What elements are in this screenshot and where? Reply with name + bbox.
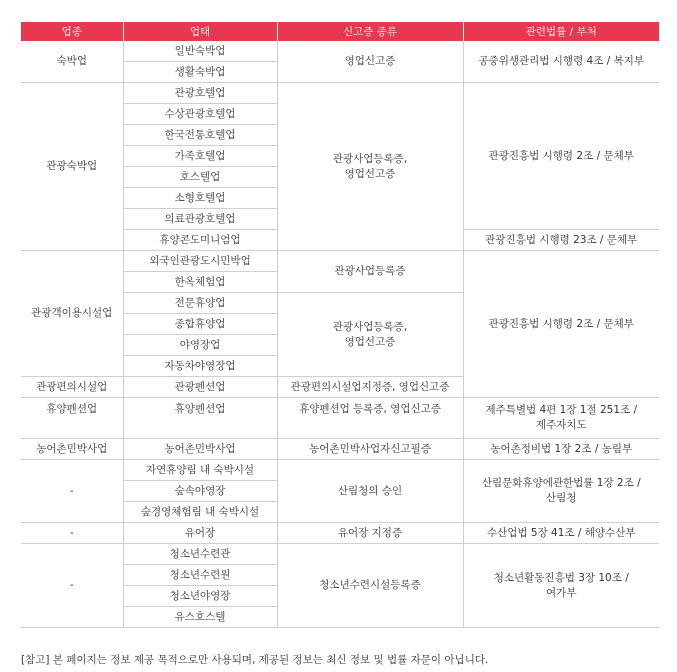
table-row <box>21 83 659 104</box>
cell-industry: - <box>21 523 123 544</box>
cell-law: 제주특별법 4편 1장 1절 251조 / 제주자치도 <box>463 398 659 439</box>
cell-business-type: 외국인관광도시민박업 <box>123 251 277 272</box>
cell-business-type: 청소년야영장 <box>123 586 277 607</box>
cell-business-type: 유어장 <box>123 523 277 544</box>
table-row <box>21 460 659 481</box>
cell-business-type: 한국전통호텔업 <box>123 125 277 146</box>
cell-certificate: 산림청의 승인 <box>277 460 463 523</box>
cell-business-type: 일반숙박업 <box>123 41 277 62</box>
cell-law: 농어촌정비법 1장 2조 / 농림부 <box>463 439 659 460</box>
cell-business-type: 전문휴양업 <box>123 293 277 314</box>
cell-law: 수산업법 5장 41조 / 해양수산부 <box>463 523 659 544</box>
cell-business-type: 청소년수련원 <box>123 565 277 586</box>
cell-business-type: 농어촌민박사업 <box>123 439 277 460</box>
table-row <box>21 523 659 544</box>
header-business-type: 업태 <box>123 22 277 41</box>
table-row <box>21 439 659 460</box>
table-row <box>21 41 659 62</box>
cell-law: 공중위생관리법 시행령 4조 / 복지부 <box>463 41 659 83</box>
header-certificate: 신고증 종류 <box>277 22 463 41</box>
cell-business-type: 숲경영체험림 내 숙박시설 <box>123 502 277 523</box>
cell-business-type: 휴양콘도미니엄업 <box>123 230 277 251</box>
cell-certificate: 관광사업등록증, 영업신고증 <box>277 83 463 251</box>
cell-law: 청소년활동진흥법 3장 10조 / 여가부 <box>463 544 659 628</box>
accommodation-license-table <box>21 22 659 628</box>
cell-certificate: 청소년수련시설등록증 <box>277 544 463 628</box>
cell-certificate: 유어장 지정증 <box>277 523 463 544</box>
cell-business-type: 휴양펜션업 <box>123 398 277 439</box>
cell-business-type: 생활숙박업 <box>123 62 277 83</box>
table-row <box>21 544 659 565</box>
cell-business-type: 한옥체험업 <box>123 272 277 293</box>
cell-business-type: 소형호텔업 <box>123 188 277 209</box>
cell-business-type: 가족호텔업 <box>123 146 277 167</box>
cell-business-type: 의료관광호텔업 <box>123 209 277 230</box>
cell-industry: 휴양펜션업 <box>21 398 123 439</box>
cell-business-type: 관광호텔업 <box>123 83 277 104</box>
cell-law: 관광진흥법 시행령 2조 / 문체부 <box>463 83 659 230</box>
cell-business-type: 호스텔업 <box>123 167 277 188</box>
cell-business-type: 야영장업 <box>123 335 277 356</box>
cell-certificate: 휴양펜션업 등록증, 영업신고증 <box>277 398 463 439</box>
cell-law: 관광진흥법 시행령 23조 / 문체부 <box>463 230 659 251</box>
cell-business-type: 유스호스텔 <box>123 607 277 628</box>
cell-industry: 숙박업 <box>21 41 123 83</box>
cell-industry: - <box>21 460 123 523</box>
disclaimer-note: [참고] 본 페이지는 정보 제공 목적으로만 사용되며, 제공된 정보는 최신 정보 및 법률 자문이 아닙니다. <box>21 654 489 666</box>
cell-business-type: 자동차야영장업 <box>123 356 277 377</box>
cell-certificate: 관광편의시설업지정증, 영업신고증 <box>277 377 463 398</box>
cell-certificate: 관광사업등록증, 영업신고증 <box>277 293 463 377</box>
cell-business-type: 숲속야영장 <box>123 481 277 502</box>
cell-industry: - <box>21 544 123 628</box>
cell-industry: 농어촌민박사업 <box>21 439 123 460</box>
cell-business-type: 관광펜션업 <box>123 377 277 398</box>
cell-business-type: 자연휴양림 내 숙박시설 <box>123 460 277 481</box>
cell-law: 관광진흥법 시행령 2조 / 문체부 <box>463 251 659 398</box>
cell-business-type: 종합휴양업 <box>123 314 277 335</box>
cell-certificate: 영업신고증 <box>277 41 463 83</box>
cell-industry: 관광객이용시설업 <box>21 251 123 377</box>
regulation-table-container <box>21 22 659 628</box>
cell-industry: 관광숙박업 <box>21 83 123 251</box>
cell-business-type: 수상관광호텔업 <box>123 104 277 125</box>
table-row <box>21 398 659 439</box>
table-row <box>21 251 659 272</box>
header-law-ministry: 관련법률 / 부처 <box>463 22 659 41</box>
cell-industry: 관광편의시설업 <box>21 377 123 398</box>
cell-certificate: 관광사업등록증 <box>277 251 463 293</box>
table-header-row <box>21 22 659 41</box>
header-industry: 업종 <box>21 22 123 41</box>
cell-business-type: 청소년수련관 <box>123 544 277 565</box>
cell-certificate: 농어촌민박사업자신고필증 <box>277 439 463 460</box>
cell-law: 산림문화휴양에관한법률 1장 2조 / 산림청 <box>463 460 659 523</box>
